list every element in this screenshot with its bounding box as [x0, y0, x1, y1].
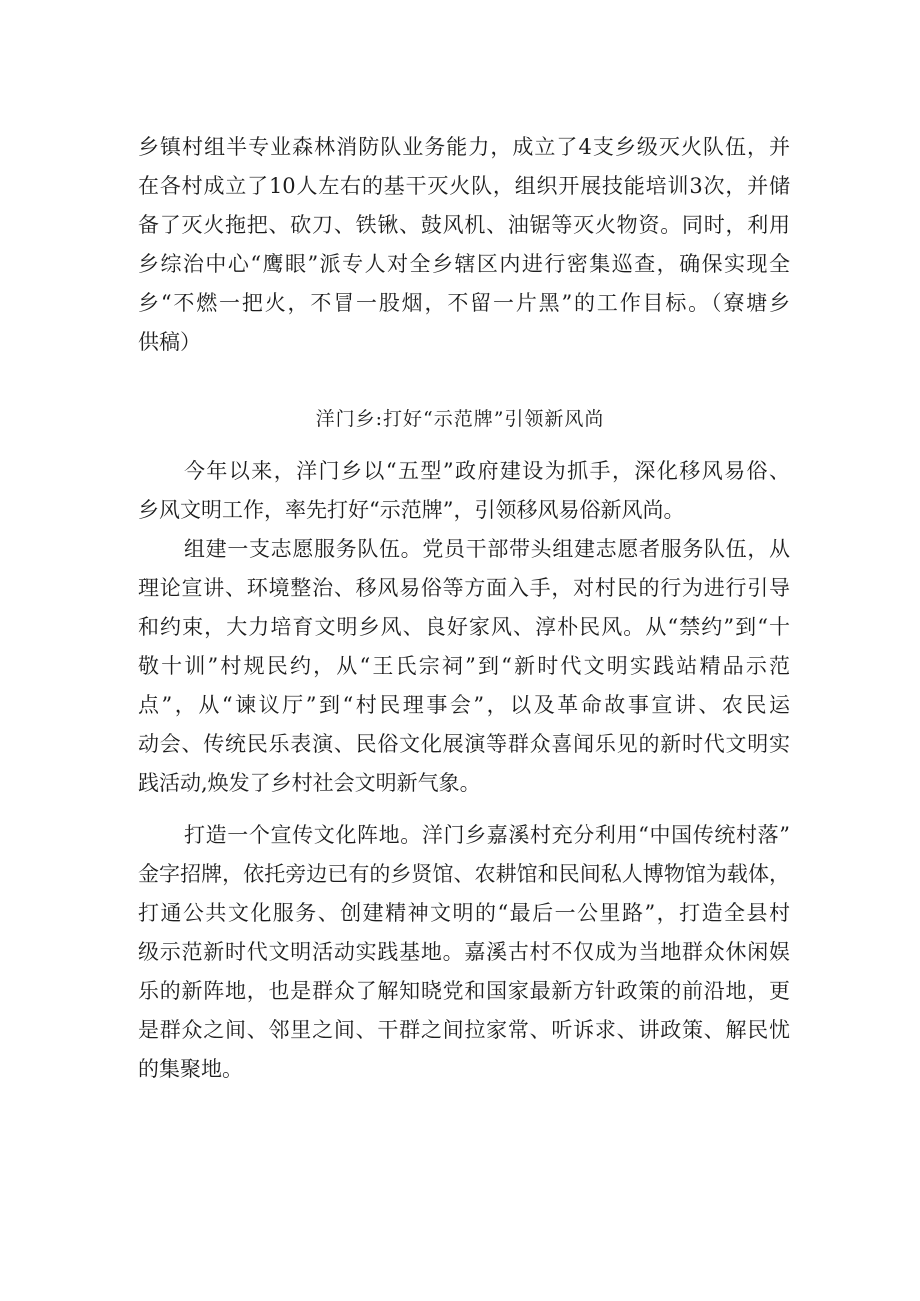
article1-line-2: 在各村成立了10人左右的基干灭火队，组织开展技能培训3次，并储 — [138, 174, 790, 198]
article1-line-4: 乡综治中心“鹰眼”派专人对全乡辖区内进行密集巡查，确保实现全 — [138, 252, 790, 276]
article2-p3-line-1: 打造一个宣传文化阵地。洋门乡嘉溪村充分利用“中国传统村落” — [184, 823, 790, 847]
article1-line-3: 备了灭火拖把、砍刀、铁锹、鼓风机、油锯等灭火物资。同时，利用 — [138, 213, 790, 237]
article2-p3-line-5: 乐的新阵地，也是群众了解知晓党和国家最新方针政策的前沿地，更 — [138, 979, 790, 1003]
article2-p1-line-2: 乡风文明工作，率先打好“示范牌”，引领移风易俗新风尚。 — [138, 498, 685, 522]
article2-p2-line-5: 点”，从“谏议厅”到“村民理事会”，以及革命故事宣讲、农民运 — [138, 693, 790, 717]
article2-p2-line-3: 和约束，大力培育文明乡风、良好家风、淳朴民风。从“禁约”到“十 — [138, 615, 790, 639]
article2-p2-line-4: 敬十训”村规民约，从“王氏宗祠”到“新时代文明实践站精品示范 — [138, 654, 790, 678]
article2-p3-line-3: 打通公共文化服务、创建精神文明的“最后一公里路”，打造全县村 — [138, 901, 790, 925]
article1-line-6: 供稿） — [138, 330, 201, 354]
article2-p2-line-2: 理论宣讲、环境整治、移风易俗等方面入手，对村民的行为进行引导 — [138, 576, 790, 600]
article2-p3-line-6: 是群众之间、邻里之间、干群之间拉家常、听诉求、讲政策、解民忧 — [138, 1018, 790, 1042]
article2-title: 洋门乡:打好“示范牌”引领新风尚 — [315, 408, 605, 430]
article2-p2-line-7: 践活动,焕发了乡村社会文明新气象。 — [138, 771, 481, 795]
article2-p1-line-1: 今年以来，洋门乡以“五型”政府建设为抓手，深化移风易俗、 — [184, 459, 790, 483]
article2-p3-line-4: 级示范新时代文明活动实践基地。嘉溪古村不仅成为当地群众休闲娱 — [138, 940, 790, 964]
article1-line-1: 乡镇村组半专业森林消防队业务能力，成立了4支乡级灭火队伍，并 — [138, 135, 790, 159]
article1-line-5: 乡“不燃一把火，不冒一股烟，不留一片黑”的工作目标。（寮塘乡 — [138, 291, 790, 315]
article2-p2-line-1: 组建一支志愿服务队伍。党员干部带头组建志愿者服务队伍，从 — [184, 537, 790, 561]
article2-p3-line-2: 金字招牌，依托旁边已有的乡贤馆、农耕馆和民间私人博物馆为载体， — [138, 862, 790, 886]
article2-p2-line-6: 动会、传统民乐表演、民俗文化展演等群众喜闻乐见的新时代文明实 — [138, 732, 790, 756]
article2-p3-line-7: 的集聚地。 — [138, 1057, 243, 1081]
